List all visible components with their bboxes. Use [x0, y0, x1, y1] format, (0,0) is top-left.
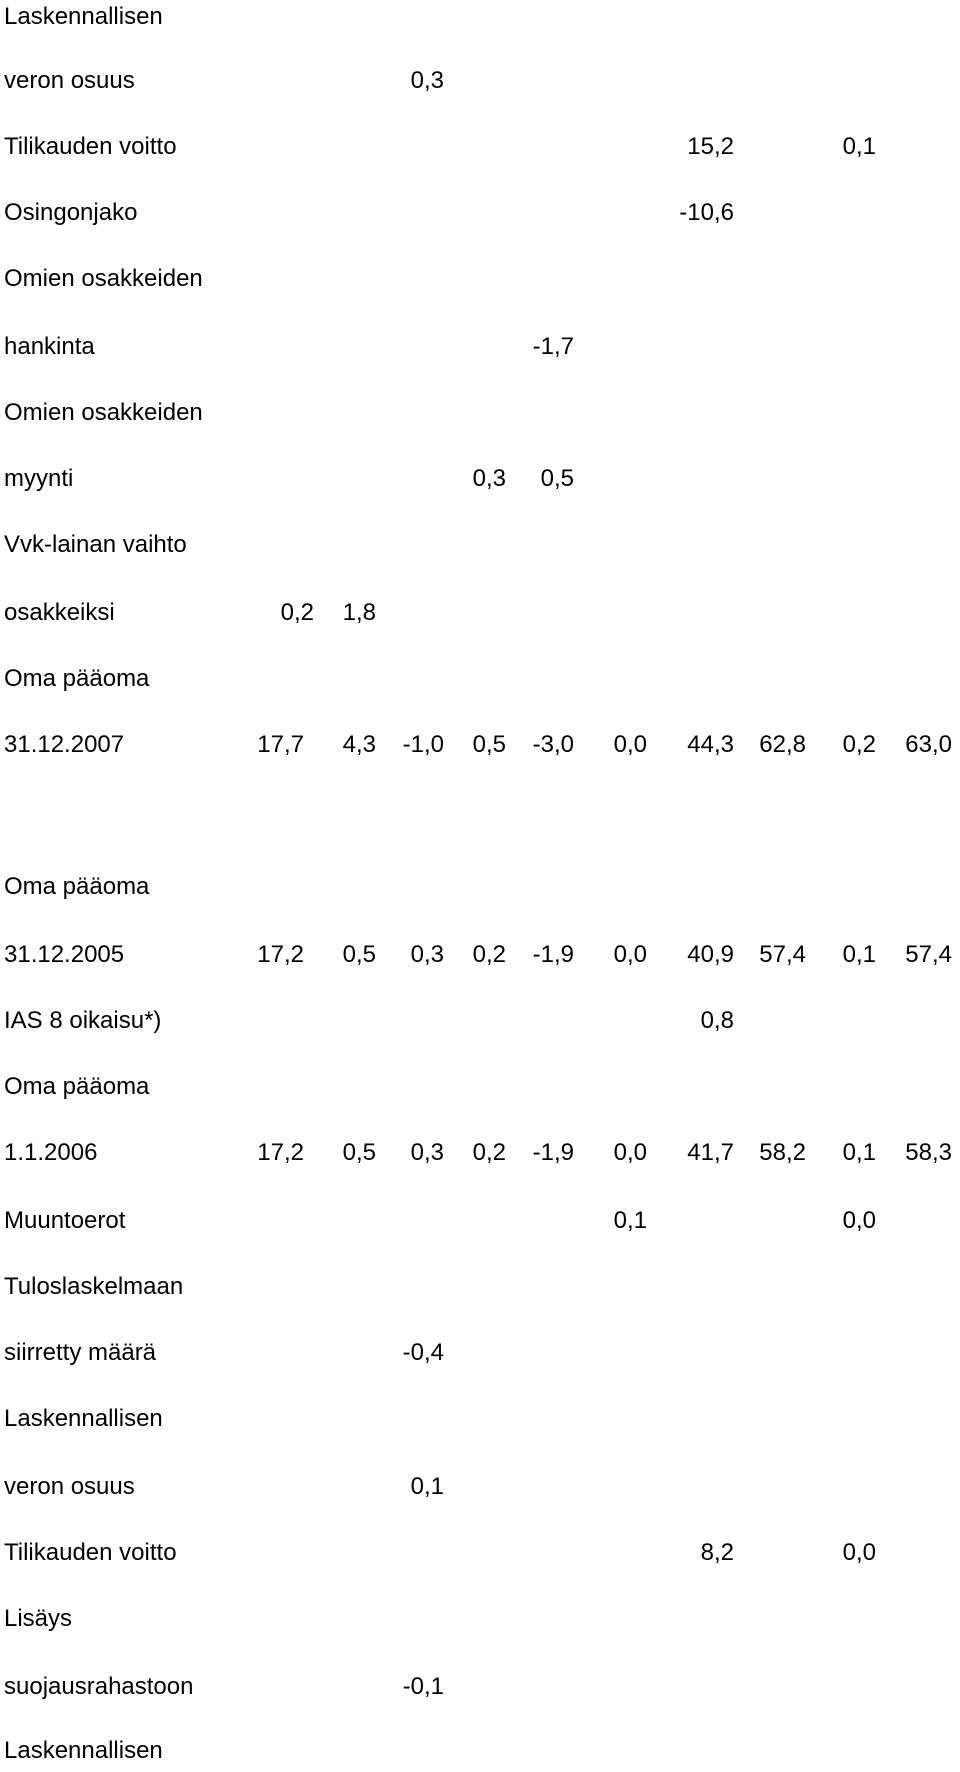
value-cell: -1,7: [532, 333, 574, 360]
value-cell: 41,7: [687, 1139, 734, 1166]
table-row: [0, 1336, 960, 1370]
value-cell: 63,0: [905, 731, 952, 758]
value-cell: 58,3: [905, 1139, 952, 1166]
table-row: [0, 1270, 960, 1304]
value-cell: 0,2: [472, 1139, 506, 1166]
table-row: [0, 1136, 960, 1170]
table-row: [0, 1004, 960, 1038]
value-cell: 0,0: [613, 1139, 647, 1166]
value-cell: -0,4: [402, 1339, 444, 1366]
value-cell: 0,0: [613, 941, 647, 968]
row-label: Laskennallisen: [4, 3, 163, 30]
table-row: [0, 728, 960, 762]
value-cell: 0,1: [842, 1139, 876, 1166]
row-label: 31.12.2007: [4, 731, 125, 758]
table-row: [0, 196, 960, 230]
value-cell: 0,0: [842, 1539, 876, 1566]
value-cell: 0,5: [540, 465, 574, 492]
row-label: veron osuus: [4, 1473, 135, 1500]
table-row: [0, 262, 960, 296]
value-cell: -3,0: [532, 731, 574, 758]
value-cell: 57,4: [759, 941, 806, 968]
table-row: [0, 1602, 960, 1636]
table-row: [0, 870, 960, 904]
row-label: 31.12.2005: [4, 941, 125, 968]
row-label: Tilikauden voitto: [4, 1539, 177, 1566]
value-cell: -10,6: [679, 199, 734, 226]
table-row: [0, 330, 960, 364]
table-row: [0, 130, 960, 164]
value-cell: 0,2: [472, 941, 506, 968]
row-label: Laskennallisen: [4, 1405, 163, 1432]
row-label: Oma pääoma: [4, 873, 150, 900]
row-label: Omien osakkeiden: [4, 399, 203, 426]
value-cell: 0,1: [613, 1207, 647, 1234]
value-cell: 40,9: [687, 941, 734, 968]
row-label: Oma pääoma: [4, 1073, 150, 1100]
table-row: [0, 1204, 960, 1238]
value-cell: 17,2: [257, 1139, 304, 1166]
value-cell: 62,8: [759, 731, 806, 758]
value-cell: -0,1: [402, 1673, 444, 1700]
value-cell: 4,3: [342, 731, 376, 758]
table-row: [0, 596, 960, 630]
row-label: Osingonjako: [4, 199, 138, 226]
value-cell: 0,8: [700, 1007, 734, 1034]
table-row: [0, 662, 960, 696]
value-cell: 1,8: [342, 599, 376, 626]
table-row: [0, 1734, 960, 1768]
table-row: [0, 462, 960, 496]
row-label: hankinta: [4, 333, 95, 360]
value-cell: 58,2: [759, 1139, 806, 1166]
value-cell: 0,0: [613, 731, 647, 758]
row-label: Oma pääoma: [4, 665, 150, 692]
row-label: Tilikauden voitto: [4, 133, 177, 160]
row-label: myynti: [4, 465, 74, 492]
row-label: siirretty määrä: [4, 1339, 157, 1366]
value-cell: 17,2: [257, 941, 304, 968]
table-row: [0, 528, 960, 562]
row-label: IAS 8 oikaisu*): [4, 1007, 162, 1034]
value-cell: 0,3: [410, 1139, 444, 1166]
row-label: 1.1.2006: [4, 1139, 98, 1166]
value-cell: 0,3: [410, 941, 444, 968]
row-label: veron osuus: [4, 67, 135, 94]
value-cell: 44,3: [687, 731, 734, 758]
value-cell: 0,2: [280, 599, 314, 626]
row-label: Muuntoerot: [4, 1207, 126, 1234]
row-label: Laskennallisen: [4, 1737, 163, 1764]
value-cell: 0,1: [842, 941, 876, 968]
value-cell: 0,5: [472, 731, 506, 758]
value-cell: 0,5: [342, 1139, 376, 1166]
value-cell: 8,2: [700, 1539, 734, 1566]
table-row: [0, 1402, 960, 1436]
value-cell: 0,0: [842, 1207, 876, 1234]
value-cell: 0,3: [472, 465, 506, 492]
value-cell: 0,3: [410, 67, 444, 94]
value-cell: -1,9: [532, 1139, 574, 1166]
row-label: suojausrahastoon: [4, 1673, 194, 1700]
table-row: [0, 0, 960, 34]
table-row: [0, 1670, 960, 1704]
value-cell: 0,1: [410, 1473, 444, 1500]
row-label: osakkeiksi: [4, 599, 115, 626]
table-row: [0, 396, 960, 430]
value-cell: -1,0: [402, 731, 444, 758]
value-cell: 0,2: [842, 731, 876, 758]
value-cell: 15,2: [687, 133, 734, 160]
value-cell: -1,9: [532, 941, 574, 968]
row-label: Tuloslaskelmaan: [4, 1273, 184, 1300]
table-row: [0, 1070, 960, 1104]
row-label: Lisäys: [4, 1605, 73, 1632]
table-row: [0, 1470, 960, 1504]
value-cell: 17,7: [257, 731, 304, 758]
value-cell: 0,1: [842, 133, 876, 160]
table-row: [0, 938, 960, 972]
table-row: [0, 64, 960, 98]
value-cell: 0,5: [342, 941, 376, 968]
row-label: Omien osakkeiden: [4, 265, 203, 292]
value-cell: 57,4: [905, 941, 952, 968]
table-row: [0, 1536, 960, 1570]
row-label: Vvk-lainan vaihto: [4, 531, 187, 558]
